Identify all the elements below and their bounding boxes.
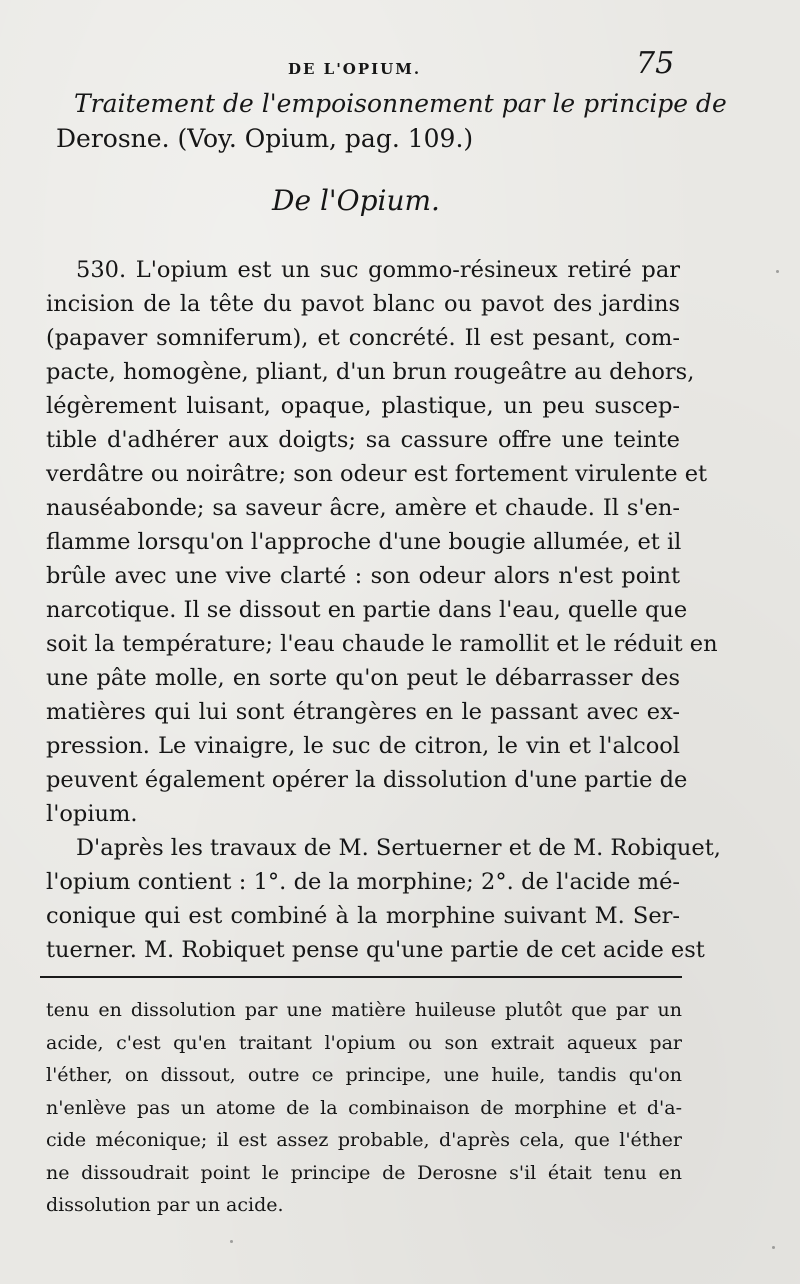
text-line: 530. L'opium est un suc gommo-résineux retiré par — [76, 257, 680, 283]
text-line: l'opium. — [46, 801, 138, 827]
main-text — [46, 253, 721, 967]
text-line: une pâte molle, en sorte qu'on peut le débarrasser des — [46, 665, 680, 691]
text-line: (papaver somniferum), et concrété. Il est pesant, com- — [46, 325, 680, 351]
text-line: nauséabonde; sa saveur âcre, amère et chaude. Il s'en- — [46, 495, 680, 521]
section-heading: De l'Opium. — [272, 184, 440, 217]
text-line: peuvent également opérer la dissolution d'une partie de — [46, 767, 688, 793]
footnote-line: n'enlève pas un atome de la combinaison de morphine et d'a- — [46, 1096, 682, 1119]
footnote-line: tenu en dissolution par une matière huileuse plutôt que par un — [46, 999, 682, 1021]
text-line: tuerner. M. Robiquet pense qu'une partie de cet acide est — [46, 937, 705, 963]
text-line: pacte, homogène, pliant, d'un brun rougeâtre au dehors, — [46, 359, 695, 385]
text-line: narcotique. Il se dissout en partie dans l'eau, quelle que — [46, 597, 688, 623]
intro-line-1: Traitement de l'empoisonnement par le principe de — [74, 89, 727, 118]
text-line: flamme lorsqu'on l'approche d'une bougie allumée, et il — [46, 529, 682, 555]
paper-speck — [772, 1246, 775, 1249]
footnote — [46, 994, 682, 1222]
text-line: conique qui est combiné à la morphine suivant M. Ser- — [46, 903, 680, 929]
text-line: D'après les travaux de M. Sertuerner et de M. Robiquet, — [76, 835, 721, 861]
paper-speck — [230, 1240, 233, 1243]
text-line: tible d'adhérer aux doigts; sa cassure offre une teinte — [46, 427, 680, 453]
footnote-rule — [40, 976, 682, 978]
text-line: matières qui lui sont étrangères en le passant avec ex- — [46, 699, 680, 725]
intro-line-2: Derosne. (Voy. Opium, pag. 109.) — [56, 124, 474, 153]
text-line: soit la température; l'eau chaude le ramollit et le réduit en — [46, 631, 718, 657]
paper-speck — [776, 270, 779, 273]
text-line: incision de la tête du pavot blanc ou pavot des jardins — [46, 291, 680, 317]
intro-paragraph — [56, 86, 727, 156]
text-line: l'opium contient : 1°. de la morphine; 2°. de l'acide mé- — [46, 869, 680, 895]
running-head — [0, 46, 800, 86]
text-line: brûle avec une vive clarté : son odeur alors n'est point — [46, 563, 680, 589]
page-number: 75 — [636, 46, 675, 81]
footnote-line: ne dissoudrait point le principe de Derosne s'il était tenu en — [46, 1161, 682, 1184]
footnote-line: cide méconique; il est assez probable, d'après cela, que l'éther — [46, 1129, 682, 1151]
text-line: pression. Le vinaigre, le suc de citron, le vin et l'alcool — [46, 733, 680, 759]
footnote-line: acide, c'est qu'en traitant l'opium ou son extrait aqueux par — [46, 1031, 682, 1054]
text-line: verdâtre ou noirâtre; son odeur est fortement virulente et — [46, 461, 708, 487]
text-line: légèrement luisant, opaque, plastique, un peu suscep- — [46, 393, 680, 419]
footnote-line: l'éther, on dissout, outre ce principe, une huile, tandis qu'on — [46, 1064, 682, 1086]
footnote-line: dissolution par un acide. — [46, 1194, 284, 1216]
running-title: DE L'OPIUM. — [288, 60, 422, 78]
